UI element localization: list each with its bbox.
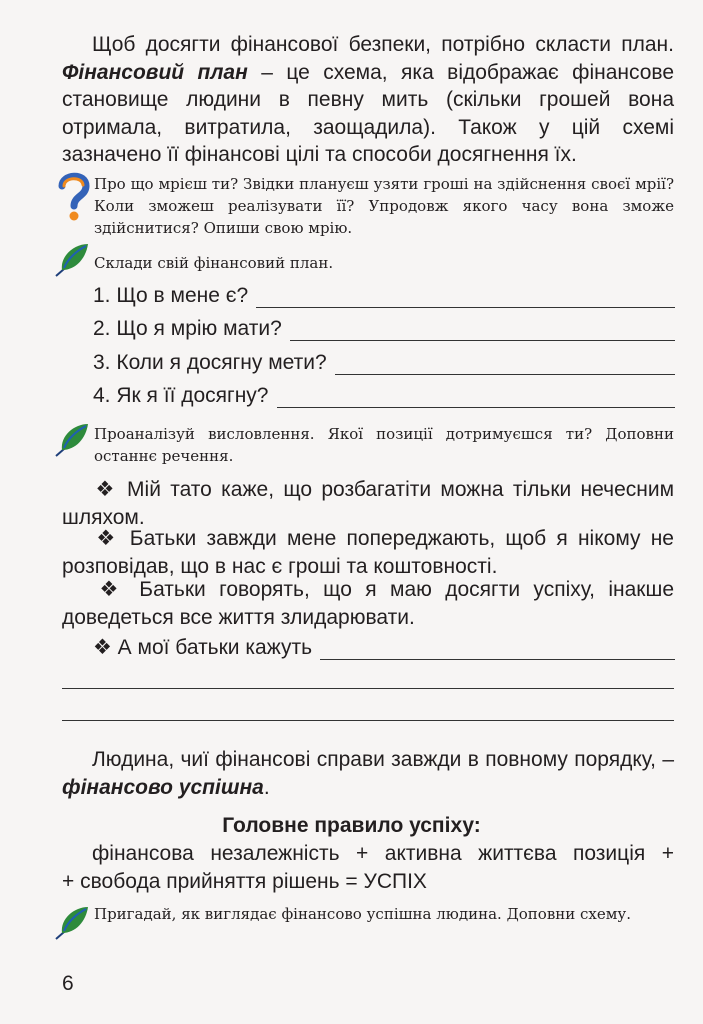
dream-question-task: Про що мрієш ти? Звідки плануєш узяти гроші на здійснення своєї мрії? Коли зможеш реалізувати її? Упродовж якого часу вона зможе здійснитися? Опиши свою мрію. [94,175,674,237]
plan-item-label: 2. Що я мрію мати? [93,317,282,340]
my-parents-statement [93,632,675,660]
success-term: фінансово успішна [62,775,264,799]
feather-icon [52,240,92,285]
bullet-icon: ❖ [92,578,126,601]
success-text: Людина, чиї фінансові справи завжди в повному порядку, – [92,748,674,771]
feather-icon [52,420,92,465]
plan-item-how [93,380,675,408]
answer-line[interactable] [62,720,674,721]
feather-icon [52,903,92,948]
intro-line1: Щоб досягти фінансової безпеки, потрібно скласти план. [92,33,674,56]
question-mark-icon [56,172,92,227]
intro-paragraph [62,31,674,169]
plan-item-label: 3. Коли я досягну мети? [93,351,327,374]
answer-line[interactable] [335,356,675,375]
financial-plan-term: Фінансовий план [62,60,248,84]
statement-3 [62,576,674,631]
success-paragraph [62,746,674,801]
statement-1 [62,476,674,531]
rule-line-2: + свобода прийняття рішень = УСПІХ [62,869,427,893]
plan-item-label: 1. Що в мене є? [93,284,249,307]
answer-line[interactable] [256,289,675,308]
rule-heading: Головне правило успіху: [222,814,481,837]
plan-item-label: 4. Як я її досягну? [93,384,269,407]
answer-line[interactable] [290,322,675,341]
statement-2 [62,525,674,580]
financial-plan-definition: – це схема, яка відображає фінансове становище людини в певну мить (скільки грошей вона отримала, витратила, заощадила). Також у цій схемі зазначено її фінансові цілі та способи досягнення їх. [62,60,675,166]
statement-text: Батьки говорять, що я маю досягти успіху, інакше доведеться все життя злидарювати. [62,578,674,629]
page-number: 6 [62,972,74,995]
plan-item-dream [93,313,675,341]
rule-formula [62,840,674,895]
bullet-icon: ❖ [93,636,112,659]
rule-line-1: фінансова незалежність + активна життєва позиція + [92,842,674,865]
success-end: . [263,775,270,799]
answer-line[interactable] [277,389,676,408]
bullet-icon: ❖ [92,527,120,550]
bullet-icon: ❖ [92,478,118,501]
statement-text: Мій тато каже, що розбагатіти можна тільки нечесним шляхом. [62,478,675,529]
answer-line[interactable] [320,641,675,660]
my-parents-label: А мої батьки кажуть [117,636,313,659]
plan-item-when [93,347,675,375]
plan-task: Склади свій фінансовий план. [94,254,334,272]
analyze-task: Проаналізуй висловлення. Якої позиції дотримуєшся ти? Доповни останнє речення. [94,425,674,465]
recall-task: Пригадай, як виглядає фінансово успішна людина. Доповни схему. [94,905,632,923]
answer-line[interactable] [62,688,674,689]
plan-item-have [93,280,675,308]
statement-text: Батьки завжди мене попереджають, щоб я нікому не розповідав, що в нас є гроші та коштовності. [62,527,674,578]
